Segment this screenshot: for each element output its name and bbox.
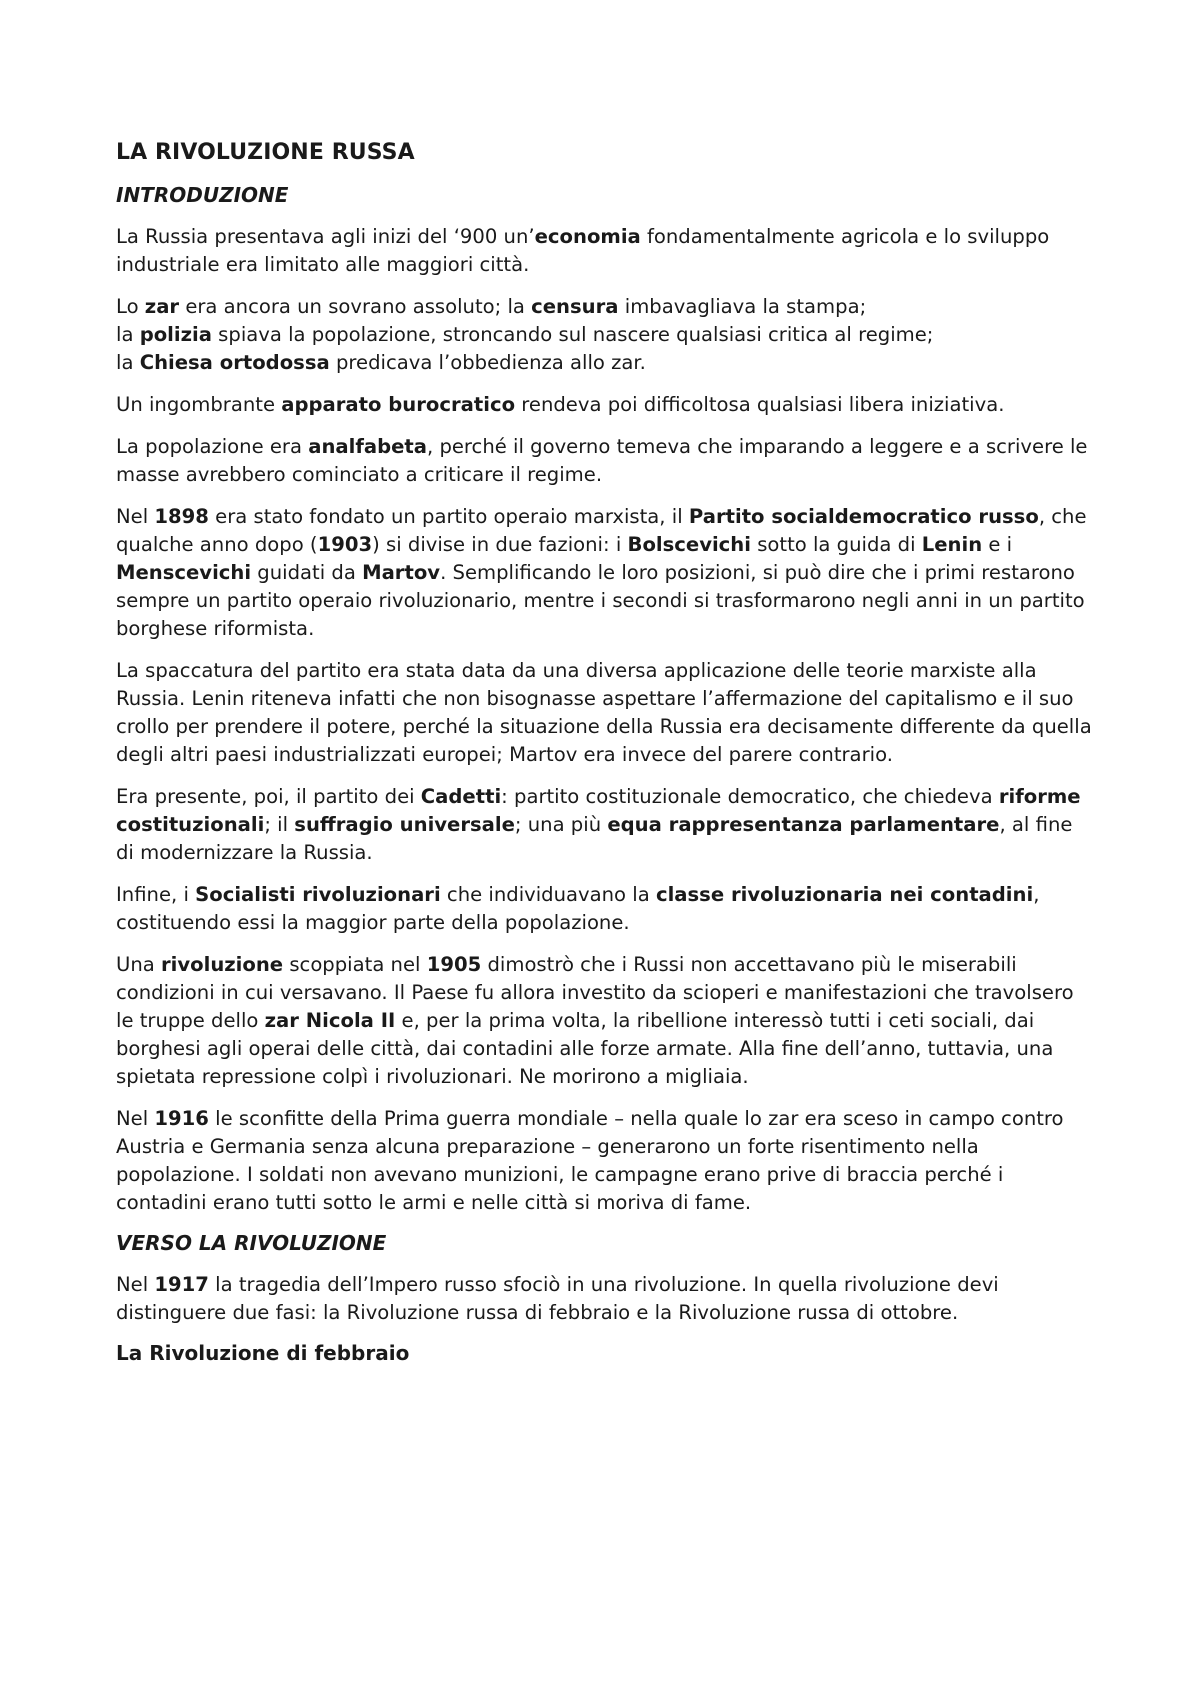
text-run: : partito costituzionale democratico, che chiedeva bbox=[501, 785, 999, 808]
body-paragraph bbox=[116, 1105, 1096, 1217]
bold-term: suffragio universale bbox=[294, 813, 515, 836]
bold-term: 1903 bbox=[317, 533, 373, 556]
text-run: , costituendo essi la maggior parte della popolazione. bbox=[116, 883, 1040, 934]
text-run: La popolazione era bbox=[116, 435, 309, 458]
text-run: , perché il governo temeva che imparando a leggere e a scrivere le masse avrebbero cominciato a criticare il regime. bbox=[116, 435, 1088, 486]
bold-term: riforme costituzionali bbox=[116, 785, 1081, 836]
text-run: imbavagliava la stampa; bbox=[618, 295, 867, 318]
bold-term: 1905 bbox=[426, 953, 482, 976]
bold-term: Bolscevichi bbox=[627, 533, 751, 556]
document-title: LA RIVOLUZIONE RUSSA bbox=[116, 140, 415, 165]
text-run: scoppiata nel bbox=[283, 953, 427, 976]
text-run: e i bbox=[982, 533, 1013, 556]
text-run: era ancora un sovrano assoluto; la bbox=[179, 295, 532, 318]
bold-term: Cadetti bbox=[420, 785, 502, 808]
bold-term: economia bbox=[534, 225, 641, 248]
body-paragraph bbox=[116, 391, 1096, 419]
text-run: sotto la guida di bbox=[750, 533, 922, 556]
bold-term: classe rivoluzionaria nei contadini bbox=[655, 883, 1034, 906]
bold-term: zar Nicola II bbox=[264, 1009, 396, 1032]
text-run: la bbox=[116, 351, 140, 374]
bold-term: 1917 bbox=[154, 1273, 209, 1296]
body-paragraph bbox=[116, 293, 1096, 377]
text-run: Infine, i bbox=[116, 883, 196, 906]
subsection-heading: La Rivoluzione di febbraio bbox=[116, 1341, 410, 1365]
bold-term: Lenin bbox=[921, 533, 983, 556]
text-run: La Russia presentava agli inizi del ‘900 un’ bbox=[116, 225, 535, 248]
bold-term: Chiesa ortodossa bbox=[139, 351, 330, 374]
bold-term: polizia bbox=[139, 323, 212, 346]
body-paragraph bbox=[116, 433, 1096, 489]
body-paragraph bbox=[116, 951, 1096, 1091]
bold-term: Martov bbox=[362, 561, 441, 584]
text-run: la tragedia dell’Impero russo sfociò in una rivoluzione. In quella rivoluzione devi distinguere due fasi: la Rivoluzione russa di febbraio e la Rivoluzione russa di ottobre. bbox=[116, 1273, 999, 1324]
text-run: era stato fondato un partito operaio marxista, il bbox=[208, 505, 689, 528]
text-run: ; una più bbox=[514, 813, 608, 836]
text-run: Era presente, poi, il partito dei bbox=[116, 785, 421, 808]
text-run: . Semplificando le loro posizioni, si può dire che i primi restarono sempre un partito operaio rivoluzionario, mentre i secondi si trasformarono negli anni in un partito borghese riformista. bbox=[116, 561, 1085, 640]
body-paragraph bbox=[116, 657, 1096, 769]
text-run: guidati da bbox=[251, 561, 363, 584]
text-run: Un ingombrante bbox=[116, 393, 282, 416]
text-run: che individuavano la bbox=[440, 883, 656, 906]
bold-term: apparato burocratico bbox=[281, 393, 516, 416]
body-paragraph bbox=[116, 783, 1096, 867]
bold-term: rivoluzione bbox=[161, 953, 284, 976]
text-run: predicava l’obbedienza allo zar. bbox=[329, 351, 646, 374]
bold-term: Socialisti rivoluzionari bbox=[195, 883, 441, 906]
document-page bbox=[116, 140, 1096, 1365]
text-run: e, per la prima volta, la ribellione interessò tutti i ceti sociali, dai borghesi agli operai delle città, dai contadini alle forze armate. Alla fine dell’anno, tuttavia, una spietata repressione colpì i rivoluzionari. Ne morirono a migliaia. bbox=[116, 1009, 1054, 1088]
body-paragraph bbox=[116, 881, 1096, 937]
bold-term: Menscevichi bbox=[116, 561, 252, 584]
bold-term: 1916 bbox=[154, 1107, 209, 1130]
bold-term: censura bbox=[531, 295, 619, 318]
text-run: dimostrò che i Russi non accettavano più le miserabili condizioni in cui versavano. Il Paese fu allora investito da scioperi e manifestazioni che travolsero le truppe dello bbox=[116, 953, 1074, 1032]
text-run: spiava la popolazione, stroncando sul nascere qualsiasi critica al regime; bbox=[211, 323, 934, 346]
text-run: le sconfitte della Prima guerra mondiale – nella quale lo zar era sceso in campo contro Austria e Germania senza alcuna preparazione – generarono un forte risentimento nella popolazione. I soldati non avevano munizioni, le campagne erano prive di braccia perché i contadini erano tutti sotto le armi e nelle città si moriva di fame. bbox=[116, 1107, 1064, 1214]
document-body bbox=[116, 183, 1096, 1327]
text-run: rendeva poi difficoltosa qualsiasi libera iniziativa. bbox=[515, 393, 1005, 416]
text-run: , al fine di modernizzare la Russia. bbox=[116, 813, 1073, 864]
bold-term: analfabeta bbox=[308, 435, 427, 458]
text-run: fondamentalmente agricola e lo sviluppo industriale era limitato alle maggiori città. bbox=[116, 225, 1050, 276]
text-run: ; il bbox=[264, 813, 295, 836]
text-run: Lo bbox=[116, 295, 145, 318]
text-run: Nel bbox=[116, 505, 155, 528]
body-paragraph bbox=[116, 1271, 1096, 1327]
text-run: Nel bbox=[116, 1107, 155, 1130]
bold-term: zar bbox=[144, 295, 180, 318]
body-paragraph bbox=[116, 223, 1096, 279]
text-run: ) si divise in due fazioni: i bbox=[372, 533, 628, 556]
bold-term: equa rappresentanza parlamentare bbox=[607, 813, 1000, 836]
bold-term: Partito socialdemocratico russo bbox=[688, 505, 1039, 528]
text-run: la bbox=[116, 323, 140, 346]
text-run: La spaccatura del partito era stata data da una diversa applicazione delle teorie marxiste alla Russia. Lenin riteneva infatti che non bisognasse aspettare l’affermazione del capitalismo e il suo crollo per prendere il potere, perché la situazione della Russia era decisamente differente da quella degli altri paesi industrializzati europei; Martov era invece del parere contrario. bbox=[116, 659, 1092, 766]
section-heading: VERSO LA RIVOLUZIONE bbox=[116, 1231, 387, 1255]
text-run: , che qualche anno dopo ( bbox=[116, 505, 1087, 556]
text-run: Una bbox=[116, 953, 161, 976]
section-heading: INTRODUZIONE bbox=[116, 183, 289, 207]
bold-term: 1898 bbox=[154, 505, 209, 528]
text-run: Nel bbox=[116, 1273, 155, 1296]
body-paragraph bbox=[116, 503, 1096, 643]
